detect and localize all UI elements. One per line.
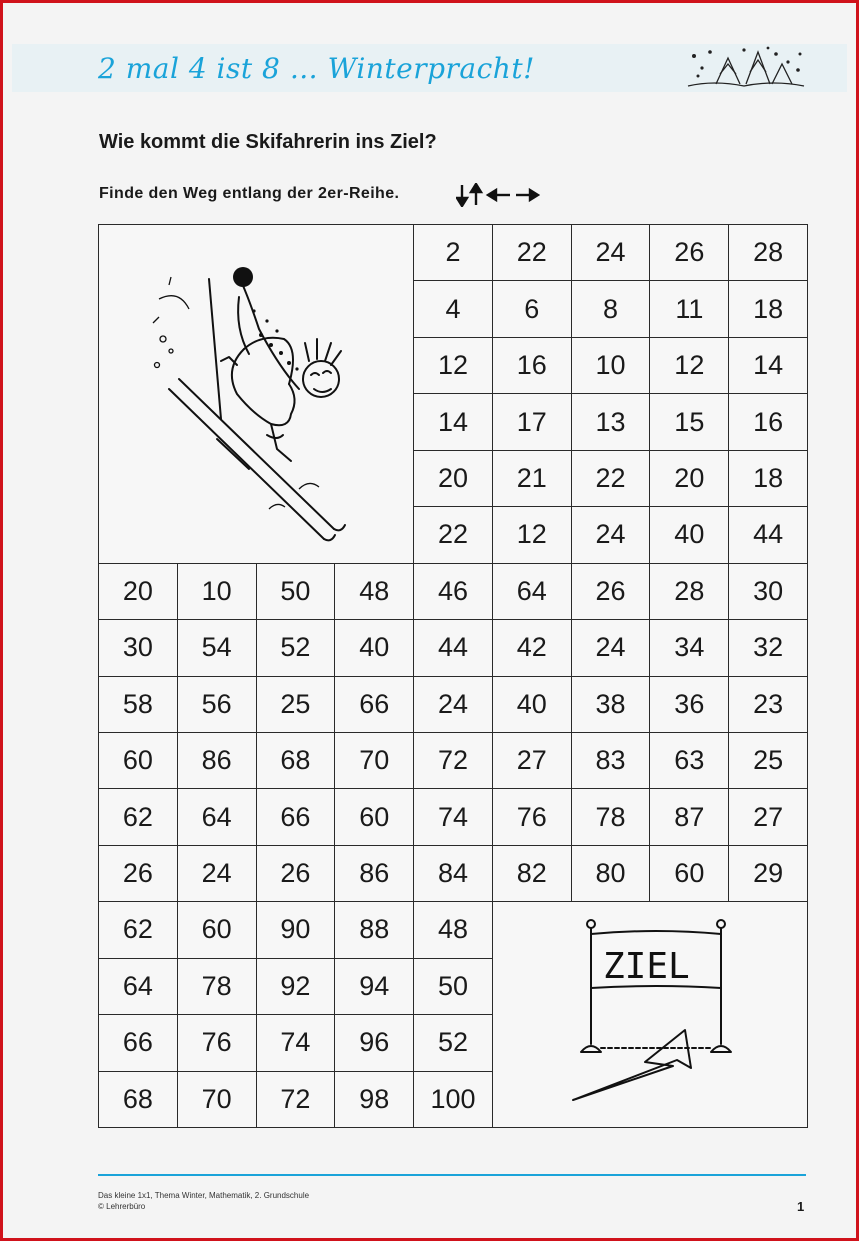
maze-cell: 6	[493, 281, 572, 337]
maze-cell: 12	[650, 338, 729, 394]
maze-cell: 40	[335, 620, 414, 676]
maze-cell: 64	[178, 789, 257, 845]
maze-cell: 34	[650, 620, 729, 676]
maze-cell: 54	[178, 620, 257, 676]
direction-arrows-icon	[456, 183, 540, 207]
finish-gate-illustration	[563, 914, 733, 1110]
maze-cell: 26	[257, 846, 336, 902]
maze-cell: 22	[493, 225, 572, 281]
maze-cell: 42	[493, 620, 572, 676]
maze-cell: 28	[650, 564, 729, 620]
maze-cell: 62	[99, 789, 178, 845]
maze-cell: 62	[99, 902, 178, 958]
maze-cell: 24	[572, 507, 651, 563]
maze-cell: 64	[99, 959, 178, 1015]
maze-cell: 10	[178, 564, 257, 620]
maze-cell: 87	[650, 789, 729, 845]
maze-cell: 25	[257, 677, 336, 733]
maze-cell: 46	[414, 564, 493, 620]
maze-cell: 72	[257, 1072, 336, 1128]
finish-label: ZIEL	[602, 946, 690, 988]
maze-cell: 60	[178, 902, 257, 958]
maze-cell: 23	[729, 677, 808, 733]
maze-cell: 48	[414, 902, 493, 958]
maze-cell: 76	[178, 1015, 257, 1071]
maze-cell: 30	[729, 564, 808, 620]
maze-cell: 100	[414, 1072, 493, 1128]
maze-cell: 80	[572, 846, 651, 902]
maze-cell: 76	[493, 789, 572, 845]
maze-cell: 68	[99, 1072, 178, 1128]
maze-cell: 60	[99, 733, 178, 789]
maze-cell: 24	[178, 846, 257, 902]
maze-cell: 22	[414, 507, 493, 563]
maze-cell: 78	[178, 959, 257, 1015]
maze-cell: 86	[335, 846, 414, 902]
maze-cell: 50	[414, 959, 493, 1015]
footer-line-2: © Lehrerbüro	[98, 1202, 146, 1211]
start-area	[99, 225, 414, 564]
maze-cell: 2	[414, 225, 493, 281]
maze-cell: 96	[335, 1015, 414, 1071]
maze-cell: 26	[572, 564, 651, 620]
maze-cell: 4	[414, 281, 493, 337]
maze-cell: 52	[414, 1015, 493, 1071]
maze-cell: 44	[729, 507, 808, 563]
footer-divider	[98, 1174, 806, 1176]
maze-cell: 60	[650, 846, 729, 902]
maze-cell: 48	[335, 564, 414, 620]
maze-cell: 92	[257, 959, 336, 1015]
maze-cell: 20	[414, 451, 493, 507]
snowy-trees-icon	[684, 44, 808, 90]
maze-cell: 10	[572, 338, 651, 394]
maze-cell: 16	[493, 338, 572, 394]
maze-cell: 26	[650, 225, 729, 281]
maze-cell: 27	[729, 789, 808, 845]
maze-cell: 50	[257, 564, 336, 620]
maze-cell: 27	[493, 733, 572, 789]
maze-cell: 24	[572, 620, 651, 676]
maze-cell: 13	[572, 394, 651, 450]
maze-cell: 74	[257, 1015, 336, 1071]
maze-cell: 14	[414, 394, 493, 450]
maze-cell: 12	[493, 507, 572, 563]
maze-cell: 29	[729, 846, 808, 902]
maze-cell: 40	[650, 507, 729, 563]
maze-cell: 83	[572, 733, 651, 789]
finish-area	[493, 902, 808, 1128]
maze-cell: 44	[414, 620, 493, 676]
maze-cell: 24	[414, 677, 493, 733]
task-heading: Wie kommt die Skifahrerin ins Ziel?	[99, 131, 437, 153]
maze-cell: 56	[178, 677, 257, 733]
maze-cell: 12	[414, 338, 493, 394]
maze-cell: 64	[493, 564, 572, 620]
page-number: 1	[797, 1199, 805, 1214]
maze-cell: 26	[99, 846, 178, 902]
maze-cell: 18	[729, 281, 808, 337]
maze-cell: 14	[729, 338, 808, 394]
maze-cell: 58	[99, 677, 178, 733]
maze-cell: 22	[572, 451, 651, 507]
maze-cell: 38	[572, 677, 651, 733]
maze-cell: 8	[572, 281, 651, 337]
maze-cell: 21	[493, 451, 572, 507]
maze-cell: 25	[729, 733, 808, 789]
maze-cell: 16	[729, 394, 808, 450]
maze-cell: 70	[178, 1072, 257, 1128]
maze-cell: 66	[99, 1015, 178, 1071]
footer-line-1: Das kleine 1x1, Thema Winter, Mathematik, 2. Grundschule	[98, 1191, 310, 1200]
maze-cell: 36	[650, 677, 729, 733]
maze-cell: 88	[335, 902, 414, 958]
maze-cell: 11	[650, 281, 729, 337]
maze-cell: 20	[99, 564, 178, 620]
maze-cell: 66	[335, 677, 414, 733]
maze-cell: 63	[650, 733, 729, 789]
maze-cell: 17	[493, 394, 572, 450]
maze-cell: 24	[572, 225, 651, 281]
maze-cell: 74	[414, 789, 493, 845]
maze-cell: 78	[572, 789, 651, 845]
maze-cell: 84	[414, 846, 493, 902]
maze-cell: 68	[257, 733, 336, 789]
maze-cell: 82	[493, 846, 572, 902]
maze-cell: 94	[335, 959, 414, 1015]
maze-cell: 60	[335, 789, 414, 845]
maze-cell: 18	[729, 451, 808, 507]
maze-cell: 86	[178, 733, 257, 789]
number-maze	[98, 224, 808, 1128]
maze-cell: 98	[335, 1072, 414, 1128]
maze-cell: 15	[650, 394, 729, 450]
maze-cell: 66	[257, 789, 336, 845]
maze-cell: 32	[729, 620, 808, 676]
maze-cell: 72	[414, 733, 493, 789]
maze-cell: 20	[650, 451, 729, 507]
maze-cell: 70	[335, 733, 414, 789]
task-instruction: Finde den Weg entlang der 2er-Reihe.	[99, 185, 400, 202]
skier-illustration	[149, 239, 349, 549]
maze-cell: 28	[729, 225, 808, 281]
maze-cell: 40	[493, 677, 572, 733]
maze-cell: 52	[257, 620, 336, 676]
page-title: 2 mal 4 ist 8 … Winterpracht!	[98, 52, 535, 85]
maze-cell: 30	[99, 620, 178, 676]
footer-source	[98, 1190, 309, 1212]
maze-cell: 90	[257, 902, 336, 958]
